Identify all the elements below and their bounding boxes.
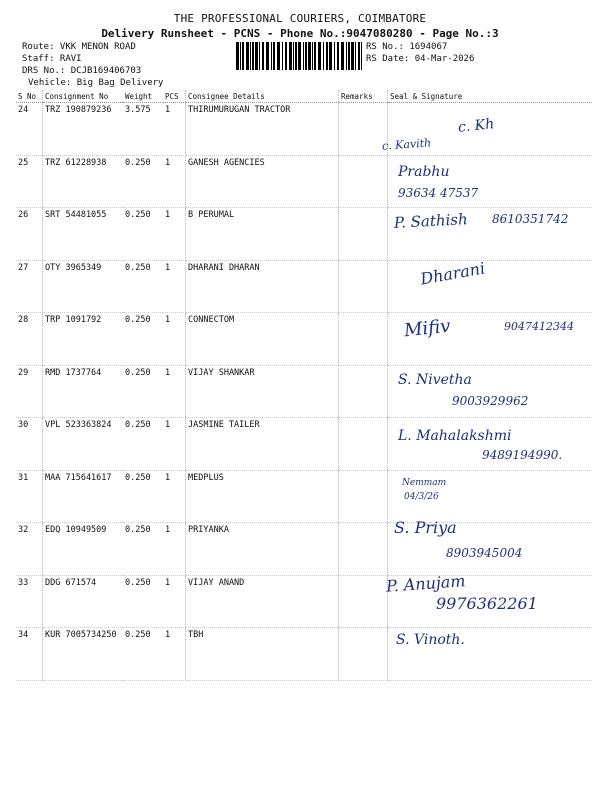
cell-consignment: TRZ 61228938 xyxy=(43,155,124,208)
date-31: 04/3/26 xyxy=(404,492,439,502)
phone-32: 8903945004 xyxy=(446,546,523,560)
signature-31: Nemmam xyxy=(402,478,447,488)
phone-29: 9003929962 xyxy=(452,394,529,408)
cell-consignee: VIJAY SHANKAR xyxy=(186,365,339,418)
col-consignment: Consignment No xyxy=(43,90,124,103)
staff-label: Staff: RAVI xyxy=(22,54,82,64)
cell-remarks xyxy=(339,575,388,628)
rs-number: RS No.: 1694067 xyxy=(366,42,448,52)
table-row xyxy=(16,155,592,208)
signature-29: S. Nivetha xyxy=(398,372,472,388)
cell-remarks xyxy=(339,155,388,208)
cell-consignee: B PERUMAL xyxy=(186,208,339,261)
cell-pcs: 1 xyxy=(163,470,186,523)
cell-weight: 0.250 xyxy=(123,313,163,366)
table-header-row xyxy=(16,90,592,103)
cell-remarks xyxy=(339,208,388,261)
cell-pcs: 1 xyxy=(163,313,186,366)
cell-consignee: TBH xyxy=(186,628,339,681)
cell-remarks xyxy=(339,103,388,156)
cell-consignee: MEDPLUS xyxy=(186,470,339,523)
cell-consignment: OTY 3965349 xyxy=(43,260,124,313)
cell-remarks xyxy=(339,313,388,366)
cell-consignee: PRIYANKA xyxy=(186,523,339,576)
cell-consignee: JASMINE TAILER xyxy=(186,418,339,471)
col-seal-signature: Seal & Signature xyxy=(388,90,593,103)
cell-weight: 0.250 xyxy=(123,208,163,261)
cell-pcs: 1 xyxy=(163,208,186,261)
cell-pcs: 1 xyxy=(163,628,186,681)
cell-sno: 26 xyxy=(16,208,43,261)
phone-30: 9489194990. xyxy=(482,448,563,462)
cell-consignment: VPL 523363824 xyxy=(43,418,124,471)
cell-consignment: TRP 1091792 xyxy=(43,313,124,366)
cell-weight: 0.250 xyxy=(123,260,163,313)
cell-weight: 3.575 xyxy=(123,103,163,156)
cell-consignment: KUR 7005734250 xyxy=(43,628,124,681)
col-consignee: Consignee Details xyxy=(186,90,339,103)
barcode xyxy=(236,42,362,70)
cell-pcs: 1 xyxy=(163,575,186,628)
route-label: Route: VKK MENON ROAD xyxy=(22,42,136,52)
signature-24b: c. Kh xyxy=(457,116,495,136)
cell-consignment: DDG 671574 xyxy=(43,575,124,628)
runsheet-table xyxy=(16,90,592,681)
col-sno: S No xyxy=(16,90,43,103)
cell-weight: 0.250 xyxy=(123,470,163,523)
cell-sno: 27 xyxy=(16,260,43,313)
signature-24a: c. Kavith xyxy=(381,136,432,153)
signature-30: L. Mahalakshmi xyxy=(398,428,512,444)
cell-remarks xyxy=(339,418,388,471)
cell-pcs: 1 xyxy=(163,260,186,313)
cell-consignment: RMD 1737764 xyxy=(43,365,124,418)
rs-date: RS Date: 04-Mar-2026 xyxy=(366,54,475,64)
cell-consignee: THIRUMURUGAN TRACTOR xyxy=(186,103,339,156)
cell-sno: 33 xyxy=(16,575,43,628)
phone-25: 93634 47537 xyxy=(398,186,479,200)
cell-weight: 0.250 xyxy=(123,365,163,418)
col-pcs: PCS xyxy=(163,90,186,103)
cell-pcs: 1 xyxy=(163,103,186,156)
vehicle-label: Vehicle: Big Bag Delivery xyxy=(28,78,164,88)
signature-27: Dharani xyxy=(418,258,487,289)
cell-consignee: DHARANI DHARAN xyxy=(186,260,339,313)
cell-remarks xyxy=(339,628,388,681)
cell-remarks xyxy=(339,470,388,523)
cell-sno: 25 xyxy=(16,155,43,208)
cell-consignee: VIJAY ANAND xyxy=(186,575,339,628)
cell-sno: 31 xyxy=(16,470,43,523)
table-row xyxy=(16,470,592,523)
cell-sno: 32 xyxy=(16,523,43,576)
cell-weight: 0.250 xyxy=(123,575,163,628)
col-weight: Weight xyxy=(123,90,163,103)
runsheet-title: Delivery Runsheet - PCNS - Phone No.:9047080280 - Page No.:3 xyxy=(101,27,499,40)
table-row xyxy=(16,628,592,681)
cell-sno: 28 xyxy=(16,313,43,366)
cell-consignment: TRZ 190879236 xyxy=(43,103,124,156)
cell-remarks xyxy=(339,523,388,576)
cell-remarks xyxy=(339,260,388,313)
signature-26: P. Sathish xyxy=(393,210,469,232)
cell-sno: 24 xyxy=(16,103,43,156)
cell-pcs: 1 xyxy=(163,365,186,418)
cell-sno: 29 xyxy=(16,365,43,418)
signature-32: S. Priya xyxy=(394,518,457,537)
cell-pcs: 1 xyxy=(163,155,186,208)
cell-pcs: 1 xyxy=(163,418,186,471)
cell-consignment: EDQ 10949509 xyxy=(43,523,124,576)
cell-weight: 0.250 xyxy=(123,628,163,681)
cell-weight: 0.250 xyxy=(123,155,163,208)
cell-pcs: 1 xyxy=(163,523,186,576)
cell-seal-signature xyxy=(388,260,593,313)
cell-consignment: MAA 715641617 xyxy=(43,470,124,523)
phone-28: 9047412344 xyxy=(504,320,574,333)
cell-consignee: CONNECTOM xyxy=(186,313,339,366)
table-row xyxy=(16,365,592,418)
drs-number: DRS No.: DCJB169406703 xyxy=(22,66,142,76)
col-remarks: Remarks xyxy=(339,90,388,103)
cell-weight: 0.250 xyxy=(123,523,163,576)
phone-33: 9976362261 xyxy=(436,594,538,613)
table-row xyxy=(16,103,592,156)
cell-consignment: SRT 54481055 xyxy=(43,208,124,261)
cell-sno: 30 xyxy=(16,418,43,471)
company-name: THE PROFESSIONAL COURIERS, COIMBATORE xyxy=(173,12,427,25)
signature-33: P. Anujam xyxy=(385,571,467,596)
cell-consignee: GANESH AGENCIES xyxy=(186,155,339,208)
cell-remarks xyxy=(339,365,388,418)
cell-sno: 34 xyxy=(16,628,43,681)
signature-28: Mifiv xyxy=(403,315,452,342)
phone-26: 8610351742 xyxy=(492,212,569,226)
table-row xyxy=(16,260,592,313)
cell-weight: 0.250 xyxy=(123,418,163,471)
signature-34: S. Vinoth. xyxy=(396,632,465,648)
signature-25: Prabhu xyxy=(398,164,450,180)
